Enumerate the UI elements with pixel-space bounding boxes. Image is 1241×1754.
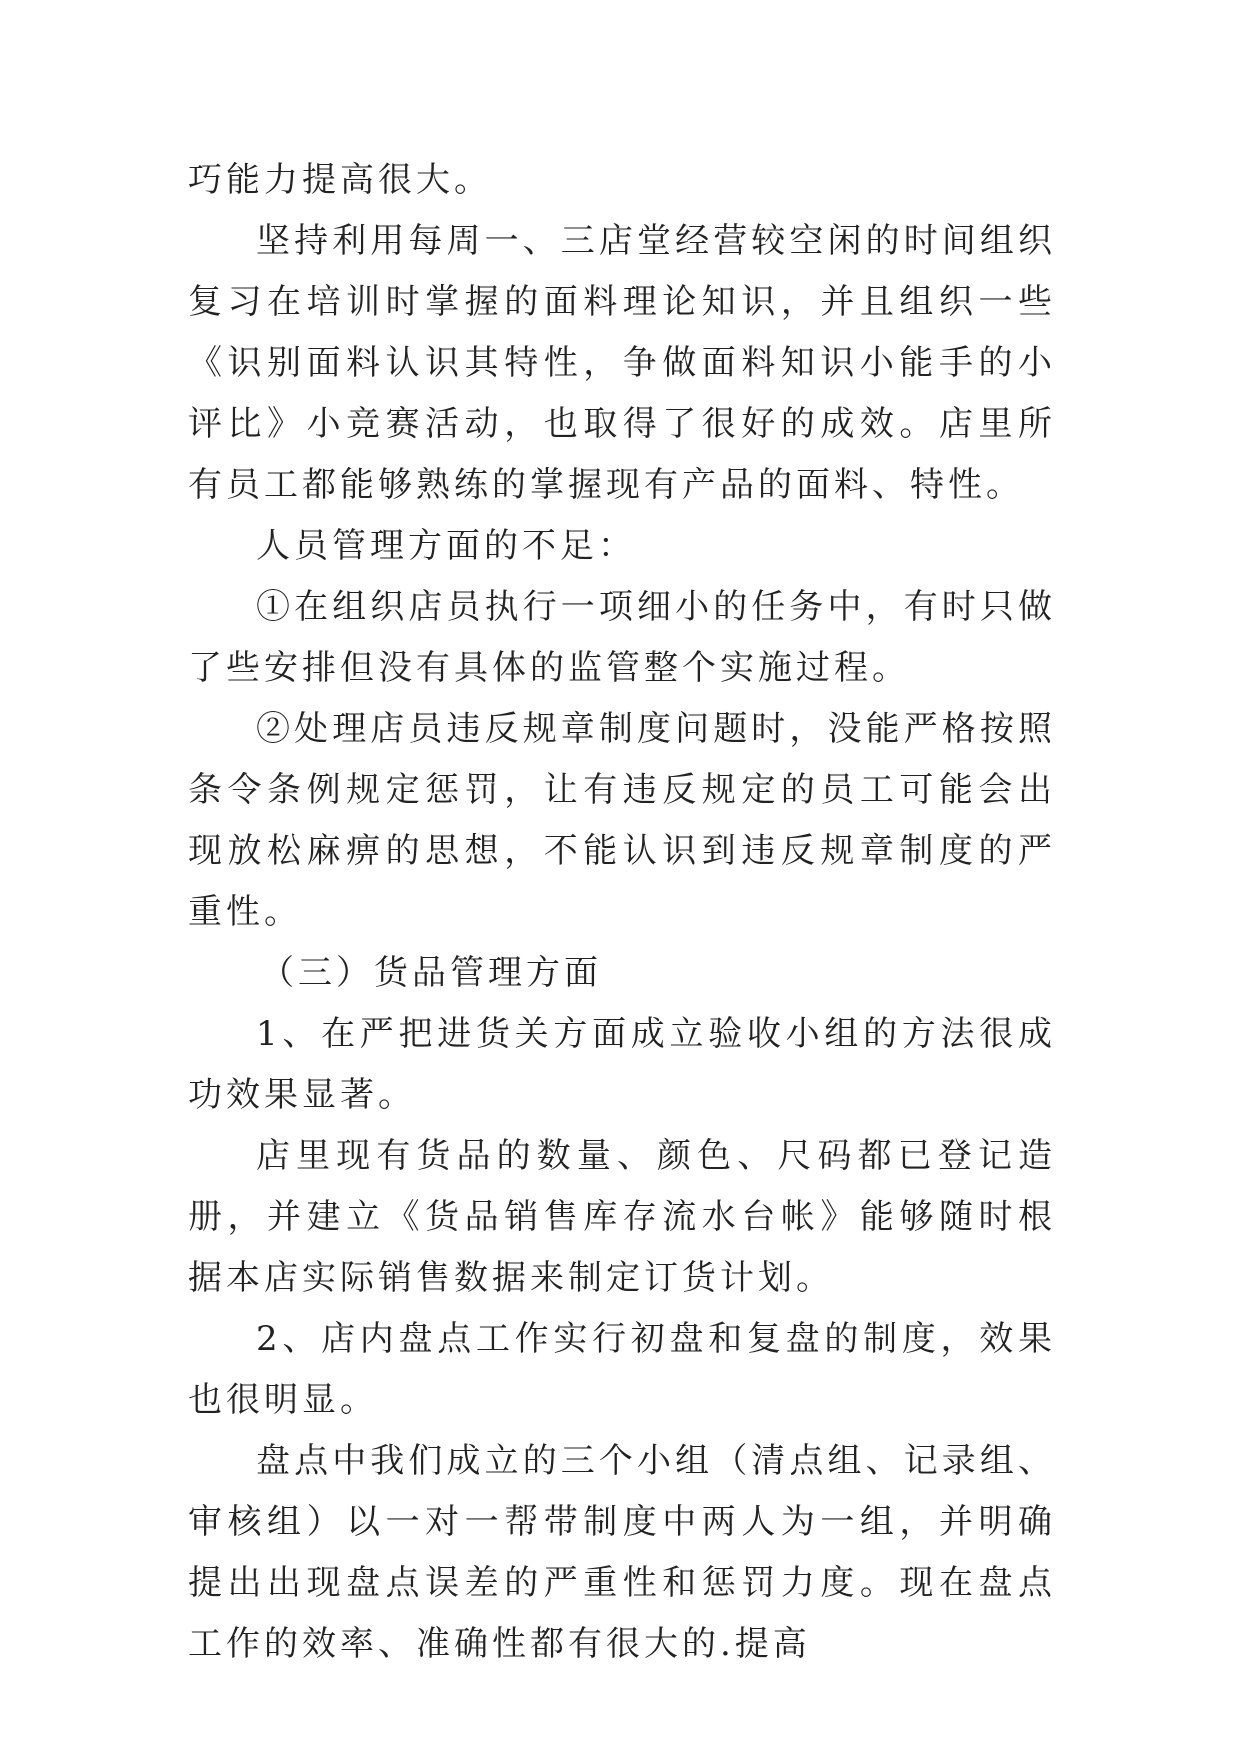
section-heading: （三）货品管理方面	[260, 953, 602, 993]
document-body	[188, 150, 1056, 1675]
paragraph-3: 人员管理方面的不足：	[256, 526, 636, 566]
paragraph-7: 1、在严把进货关方面成立验收小组的方法很成功效果显著。	[188, 1014, 1056, 1115]
paragraph-8: 店里现有货品的数量、颜色、尺码都已登记造册，并建立《货品销售库存流水台帐》能够随时根据本店实际销售数据来制定订货计划。	[188, 1136, 1056, 1298]
paragraph-4: ①在组织店员执行一项细小的任务中，有时只做了些安排但没有具体的监管整个实施过程。	[188, 587, 1056, 688]
paragraph-5: ②处理店员违反规章制度问题时，没能严格按照条令条例规定惩罚，让有违反规定的员工可能会出现放松麻痹的思想，不能认识到违反规章制度的严重性。	[188, 709, 1056, 932]
paragraph-2: 坚持利用每周一、三店堂经营较空闲的时间组织复习在培训时掌握的面料理论知识，并且组织一些《识别面料认识其特性，争做面料知识小能手的小评比》小竞赛活动，也取得了很好的成效。店里所有员工都能够熟练的掌握现有产品的面料、特性。	[188, 221, 1056, 505]
paragraph-1: 巧能力提高很大。	[188, 160, 492, 200]
paragraph-10: 盘点中我们成立的三个小组（清点组、记录组、审核组）以一对一帮带制度中两人为一组，并明确提出出现盘点误差的严重性和惩罚力度。现在盘点工作的效率、准确性都有很大的.提高	[188, 1441, 1056, 1664]
paragraph-9: 2、店内盘点工作实行初盘和复盘的制度，效果也很明显。	[188, 1319, 1056, 1420]
